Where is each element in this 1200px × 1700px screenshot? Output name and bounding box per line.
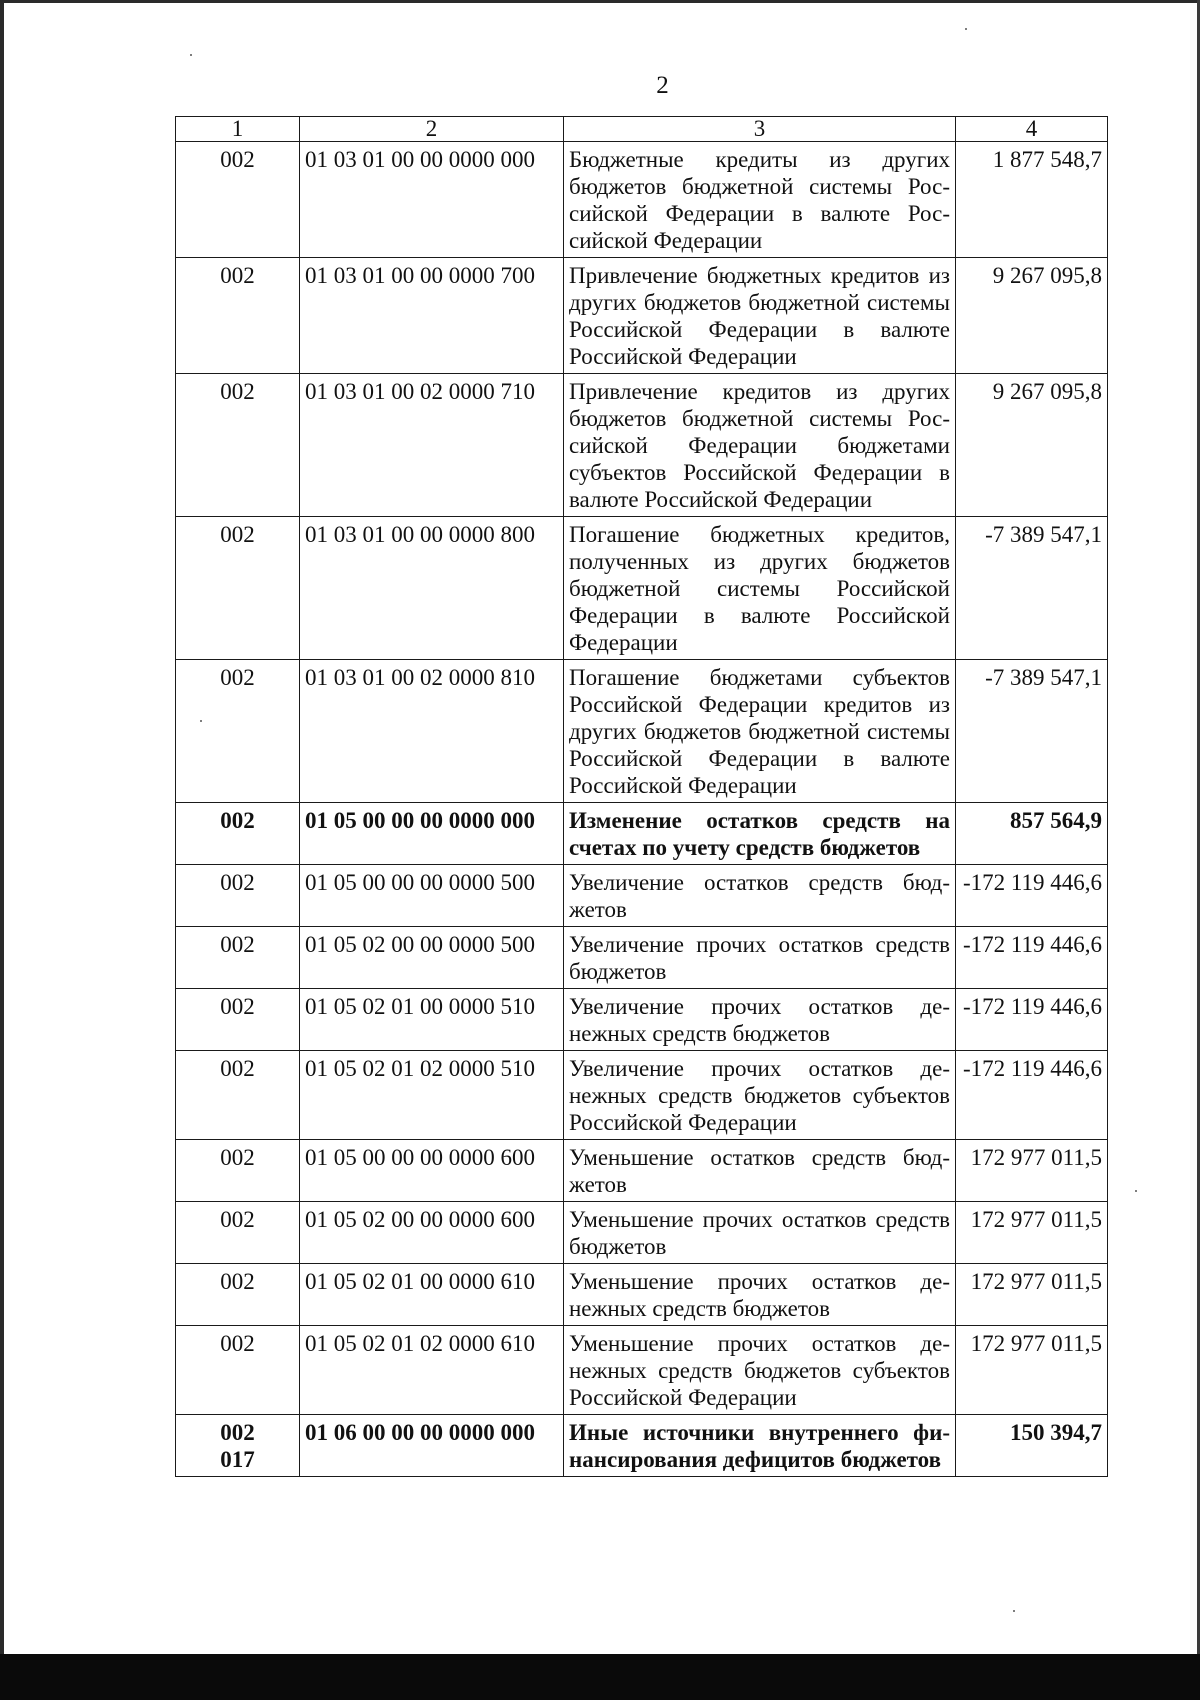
header-col-4: 4 [956,117,1108,142]
budget-code-cell: 01 05 02 01 02 0000 610 [300,1326,564,1415]
amount-cell: 1 877 548,7 [956,142,1108,258]
budget-code-cell: 01 05 00 00 00 0000 600 [300,1140,564,1202]
budget-code-cell: 01 03 01 00 02 0000 810 [300,660,564,803]
budget-code-cell: 01 03 01 00 00 0000 700 [300,258,564,374]
table-header-row [176,117,1108,142]
budget-code-cell: 01 05 00 00 00 0000 500 [300,865,564,927]
source-name-cell: Уменьшение прочих остатков денежных средств бюджетов [564,1264,956,1326]
source-name-cell: Привлечение кредитов из других бюджетов бюджетной системы Российской Федерации бюджетами субъектов Российской Федерации в валюте Российской Федерации [564,374,956,517]
table-row [176,258,1108,374]
table-row [176,517,1108,660]
budget-code-cell: 01 03 01 00 00 0000 000 [300,142,564,258]
budget-code-cell: 01 05 02 00 00 0000 500 [300,927,564,989]
source-name-cell: Увеличение прочих остатков денежных средств бюджетов субъектов Российской Федерации [564,1051,956,1140]
budget-code-cell: 01 05 02 01 00 0000 510 [300,989,564,1051]
amount-cell: -7 389 547,1 [956,517,1108,660]
admin-code-cell: 002 [176,1202,300,1264]
source-name-cell: Погашение бюджетами субъектов Российской Федерации кредитов из других бюджетов бюджетной системы Российской Федерации в валюте Российской Федерации [564,660,956,803]
table-row [176,660,1108,803]
amount-cell: 9 267 095,8 [956,258,1108,374]
amount-cell: 172 977 011,5 [956,1264,1108,1326]
amount-cell: -172 119 446,6 [956,989,1108,1051]
admin-code-cell: 002 [176,803,300,865]
scan-left-edge [0,0,4,1700]
budget-code-cell: 01 05 02 01 02 0000 510 [300,1051,564,1140]
amount-cell: -172 119 446,6 [956,1051,1108,1140]
table-row [176,989,1108,1051]
amount-cell: -7 389 547,1 [956,660,1108,803]
table-row [176,1051,1108,1140]
admin-code-cell: 002 017 [176,1415,300,1477]
budget-code-cell: 01 03 01 00 00 0000 800 [300,517,564,660]
amount-cell: 172 977 011,5 [956,1202,1108,1264]
table-row [176,927,1108,989]
source-name-cell: Привлечение бюджетных кредитов из других бюджетов бюджетной системы Российской Федерации в валюте Российской Федерации [564,258,956,374]
budget-code-cell: 01 03 01 00 02 0000 710 [300,374,564,517]
admin-code-cell: 002 [176,927,300,989]
source-name-cell: Иные источники внутреннего финансирования дефицитов бюджетов [564,1415,956,1477]
budget-sources-table [175,116,1108,1477]
budget-code-cell: 01 05 02 01 00 0000 610 [300,1264,564,1326]
source-name-cell: Увеличение остатков средств бюджетов [564,865,956,927]
table-row [176,1140,1108,1202]
header-col-2: 2 [300,117,564,142]
scan-speck [1135,1190,1137,1192]
source-name-cell: Уменьшение остатков средств бюджетов [564,1140,956,1202]
header-col-1: 1 [176,117,300,142]
table-row [176,1264,1108,1326]
source-name-cell: Бюджетные кредиты из других бюджетов бюджетной системы Российской Федерации в валюте Российской Федерации [564,142,956,258]
amount-cell: 172 977 011,5 [956,1140,1108,1202]
table-row [176,1415,1108,1477]
source-name-cell: Погашение бюджетных кредитов, полученных из других бюджетов бюджетной системы Российской Федерации в валюте Российской Федерации [564,517,956,660]
admin-code-cell: 002 [176,1140,300,1202]
admin-code-cell: 002 [176,865,300,927]
source-name-cell: Увеличение прочих остатков средств бюджетов [564,927,956,989]
header-col-3: 3 [564,117,956,142]
scan-speck [190,54,192,56]
amount-cell: 172 977 011,5 [956,1326,1108,1415]
table-row [176,1326,1108,1415]
table-body [176,142,1108,1477]
amount-cell: -172 119 446,6 [956,927,1108,989]
page-number: 2 [656,72,669,99]
table-row [176,374,1108,517]
admin-code-cell: 002 [176,1326,300,1415]
admin-code-cell: 002 [176,989,300,1051]
scan-bottom-edge [0,1654,1200,1700]
source-name-cell: Уменьшение прочих остатков средств бюджетов [564,1202,956,1264]
admin-code-cell: 002 [176,1051,300,1140]
admin-code-cell: 002 [176,374,300,517]
admin-code-cell: 002 [176,258,300,374]
amount-cell: 857 564,9 [956,803,1108,865]
table-row [176,142,1108,258]
scan-speck [1013,1610,1015,1612]
budget-code-cell: 01 05 02 00 00 0000 600 [300,1202,564,1264]
budget-code-cell: 01 06 00 00 00 0000 000 [300,1415,564,1477]
admin-code-cell: 002 [176,1264,300,1326]
budget-code-cell: 01 05 00 00 00 0000 000 [300,803,564,865]
table-row [176,865,1108,927]
table-row [176,803,1108,865]
scan-top-edge [0,0,1200,3]
admin-code-cell: 002 [176,660,300,803]
source-name-cell: Увеличение прочих остатков денежных средств бюджетов [564,989,956,1051]
table-row [176,1202,1108,1264]
scan-speck [965,28,967,30]
source-name-cell: Изменение остатков средств на счетах по учету средств бюджетов [564,803,956,865]
amount-cell: 150 394,7 [956,1415,1108,1477]
amount-cell: -172 119 446,6 [956,865,1108,927]
amount-cell: 9 267 095,8 [956,374,1108,517]
admin-code-cell: 002 [176,517,300,660]
admin-code-cell: 002 [176,142,300,258]
source-name-cell: Уменьшение прочих остатков денежных средств бюджетов субъектов Российской Федерации [564,1326,956,1415]
